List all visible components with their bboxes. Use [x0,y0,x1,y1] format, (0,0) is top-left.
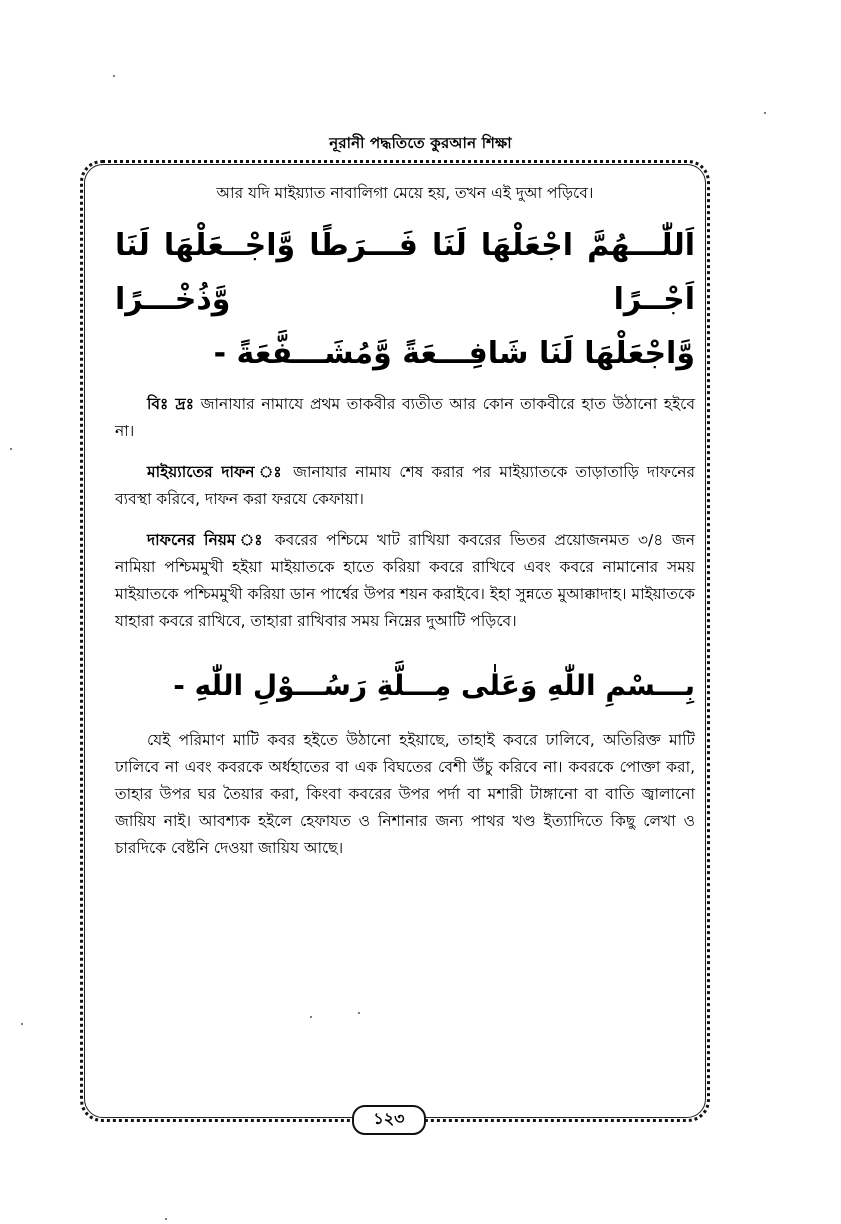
scan-speck [113,75,115,77]
scan-speck [21,1023,23,1025]
arabic-dua-line-1: اَللّٰـــهُمَّ اجْعَلْهَا لَنَا فَـــرَطًا وَّاجْــعَلْهَا لَنَا اَجْــرًا وَّذُخْـــرًا [115,228,695,317]
arabic-dua-line-3: بِـــسْمِ اللّٰهِ وَعَلٰى مِـــلَّةِ رَسُـــوْلِ اللّٰهِ - [173,669,695,702]
burial-paragraph [115,459,695,513]
burial-method-paragraph [115,527,695,635]
burial-method-lead: দাফনের নিয়ম ঃ [147,531,267,549]
scan-speck [10,448,12,450]
page-number: ১২৩ [352,1105,426,1135]
arabic-dua-line-2: وَّاجْعَلْهَا لَنَا شَافِـــعَةً وَّمُشَـــفَّعَةً - [213,336,695,371]
page-body [115,180,695,876]
closing-paragraph: যেই পরিমাণ মাটি কবর হইতে উঠানো হইয়াছে, তাহাই কবরে ঢালিবে, অতিরিক্ত মাটি ঢালিবে না এবং কবরকে অর্ধহাতের বা এক বিঘতের বেশী উঁচু করিবে না। কবরকে পোক্তা করা, তাহার উপর ঘর তৈয়ার করা, কিংবা কবরের উপর পর্দা বা মশারী টাঙ্গানো বা বাতি জ্বালানো জায়িয নাই। আবশ্যক হইলে হেফাযত ও নিশানার জন্য পাথর খণ্ড ইত্যাদিতে কিছু লেখা ও চারদিকে বেষ্টনি দেওয়া জায়িয আছে। [115,731,695,857]
running-header: নূরানী পদ্ধতিতে কুরআন শিক্ষা [329,134,512,152]
note-lead: বিঃ দ্রঃ [147,395,194,413]
burial-lead: মাইয়্যাতের দাফন ঃ [147,463,285,481]
scan-speck [165,1218,167,1220]
note-paragraph [115,391,695,445]
note-text: জানাযার নামাযে প্রথম তাকবীর ব্যতীত আর কোন তাকবীরে হাত উঠানো হইবে না। [115,395,695,440]
burial-method-text: কবরের পশ্চিমে খাট রাখিয়া কবরের ভিতর প্রয়োজনমত ৩/৪ জন নামিয়া পশ্চিমমুখী হইয়া মাইয়াতকে হাতে করিয়া কবরে রাখিবে এবং কবরে নামানোর সময় মাইয়াতকে পশ্চিমমুখী করিয়া ডান পার্শ্বের উপর শয়ন করাইবে। ইহা সুন্নতে মুআক্কাদাহ। মাইয়াতকে যাহারা কবরে রাখিবে, তাহারা রাখিবার সময় নিম্নের দুআটি পড়িবে। [115,531,695,630]
burial-text: জানাযার নামায শেষ করার পর মাইয়্যাতকে তাড়াতাড়ি দাফনের ব্যবস্থা করিবে, দাফন করা ফরযে কেফায়া। [115,463,695,508]
scan-speck [764,112,766,114]
intro-line: আর যদি মাইয়্যাত নাবালিগা মেয়ে হয়, তখন এই দুআ পড়িবে। [216,184,594,202]
